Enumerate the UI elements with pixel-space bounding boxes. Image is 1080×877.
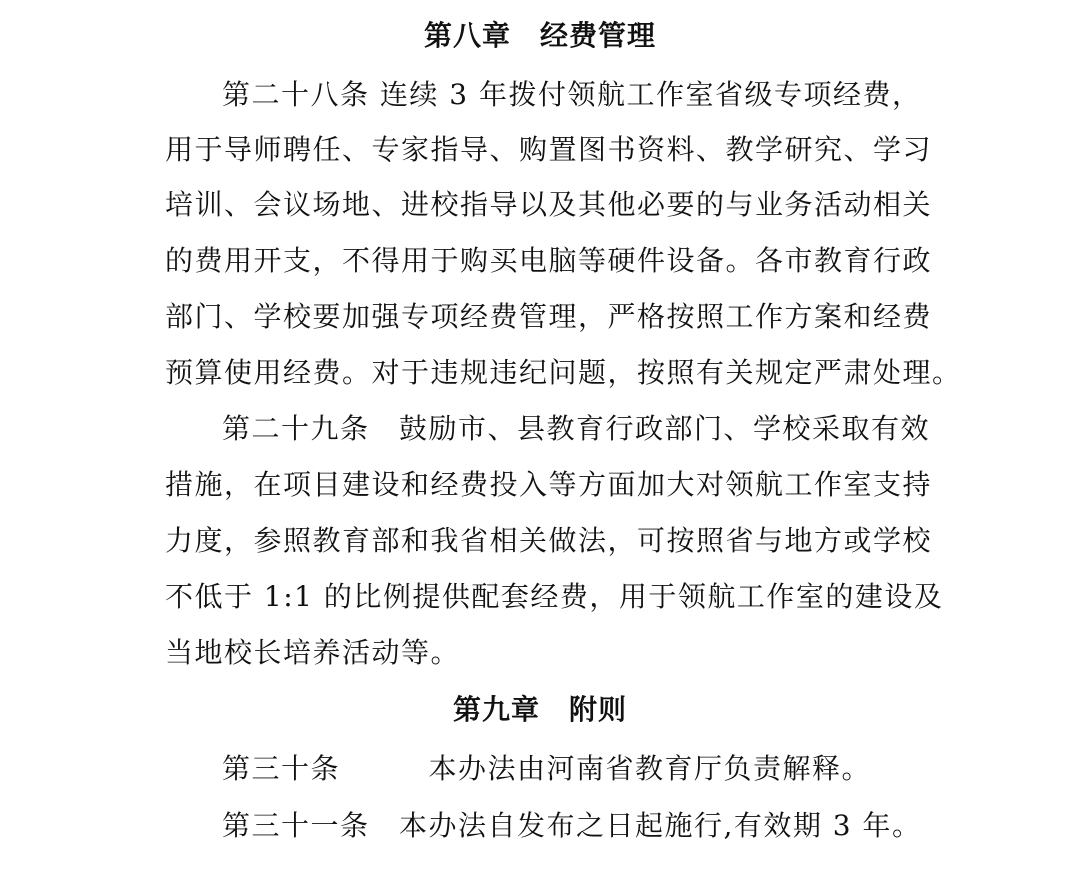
chapter-8-heading: 第八章 经费管理 — [423, 19, 656, 52]
chapter-9-heading: 第九章 附则 — [452, 693, 627, 726]
article-28-line-6: 预算使用经费。对于违规违纪问题，按照有关规定严肃处理。 — [165, 356, 962, 389]
article-29-line-3: 力度，参照教育部和我省相关做法，可按照省与地方或学校 — [165, 524, 933, 557]
article-29-line-4: 不低于 1:1 的比例提供配套经费，用于领航工作室的建设及 — [165, 580, 944, 613]
article-28-line-4: 的费用开支，不得用于购买电脑等硬件设备。各市教育行政 — [165, 244, 933, 277]
article-28-line-1: 第二十八条 连续 3 年拨付领航工作室省级专项经费， — [222, 78, 922, 111]
article-29-line-1: 第二十九条 鼓励市、县教育行政部门、学校采取有效 — [222, 412, 931, 445]
article-28-line-2: 用于导师聘任、专家指导、购置图书资料、教学研究、学习 — [165, 133, 933, 166]
article-29-line-5: 当地校长培养活动等。 — [165, 636, 461, 669]
article-31: 第三十一条 本办法自发布之日起施行,有效期 3 年。 — [222, 809, 922, 842]
article-30: 第三十条 本办法由河南省教育厅负责解释。 — [222, 752, 872, 785]
article-28-line-5: 部门、学校要加强专项经费管理，严格按照工作方案和经费 — [165, 300, 933, 333]
article-29-line-2: 措施，在项目建设和经费投入等方面加大对领航工作室支持 — [165, 468, 933, 501]
article-28-line-3: 培训、会议场地、进校指导以及其他必要的与业务活动相关 — [165, 188, 933, 221]
